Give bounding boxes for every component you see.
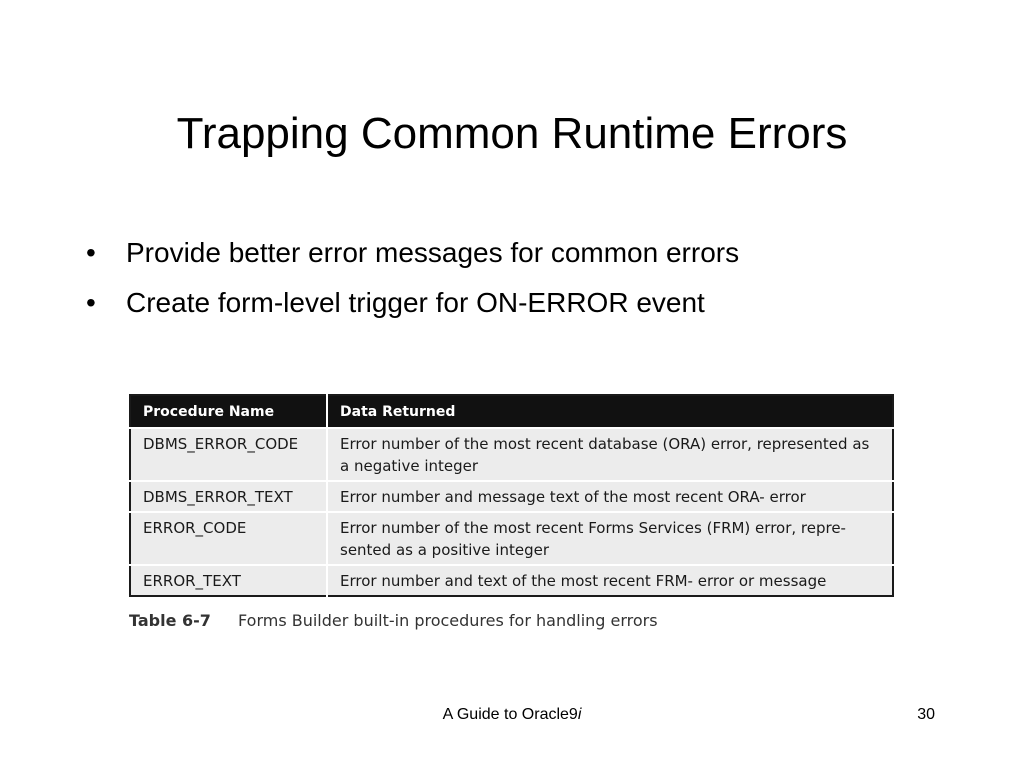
data-returned-cell: Error number and text of the most recent FRM- error or message [327, 565, 893, 596]
slide-title: Trapping Common Runtime Errors [176, 109, 848, 158]
procedure-name-cell: DBMS_ERROR_TEXT [130, 481, 327, 512]
footer-title-main: A Guide to Oracle9 [442, 706, 578, 723]
table-figure [129, 394, 896, 630]
procedure-name-cell: DBMS_ERROR_CODE [130, 428, 327, 481]
table-caption [129, 611, 896, 630]
bullet-text: Provide better error messages for common errors [126, 237, 740, 268]
bullet-item [86, 228, 739, 278]
column-header-data-returned: Data Returned [327, 395, 893, 428]
bullet-text: Create form-level trigger for ON-ERROR event [126, 287, 705, 318]
table-header-row [130, 395, 893, 428]
procedures-table [129, 394, 894, 597]
caption-label: Table 6-7 [129, 611, 211, 630]
procedure-name-cell: ERROR_CODE [130, 512, 327, 565]
bullet-dot: • [86, 287, 96, 318]
column-header-procedure-name: Procedure Name [130, 395, 327, 428]
table-row [130, 512, 893, 565]
page-number: 30 [917, 706, 935, 723]
footer-title [0, 706, 1024, 724]
footer-title-italic: i [577, 706, 582, 723]
data-returned-cell: Error number of the most recent Forms Services (FRM) error, repre-sented as a positive integer [327, 512, 893, 565]
caption-text: Forms Builder built-in procedures for handling errors [238, 611, 658, 630]
bullet-list [86, 228, 739, 328]
procedure-name-cell: ERROR_TEXT [130, 565, 327, 596]
bullet-item [86, 278, 739, 328]
bullet-dot: • [86, 237, 96, 268]
table-row [130, 428, 893, 481]
data-returned-cell: Error number of the most recent database (ORA) error, represented as a negative integer [327, 428, 893, 481]
data-returned-cell: Error number and message text of the most recent ORA- error [327, 481, 893, 512]
table-row [130, 565, 893, 596]
table-row [130, 481, 893, 512]
